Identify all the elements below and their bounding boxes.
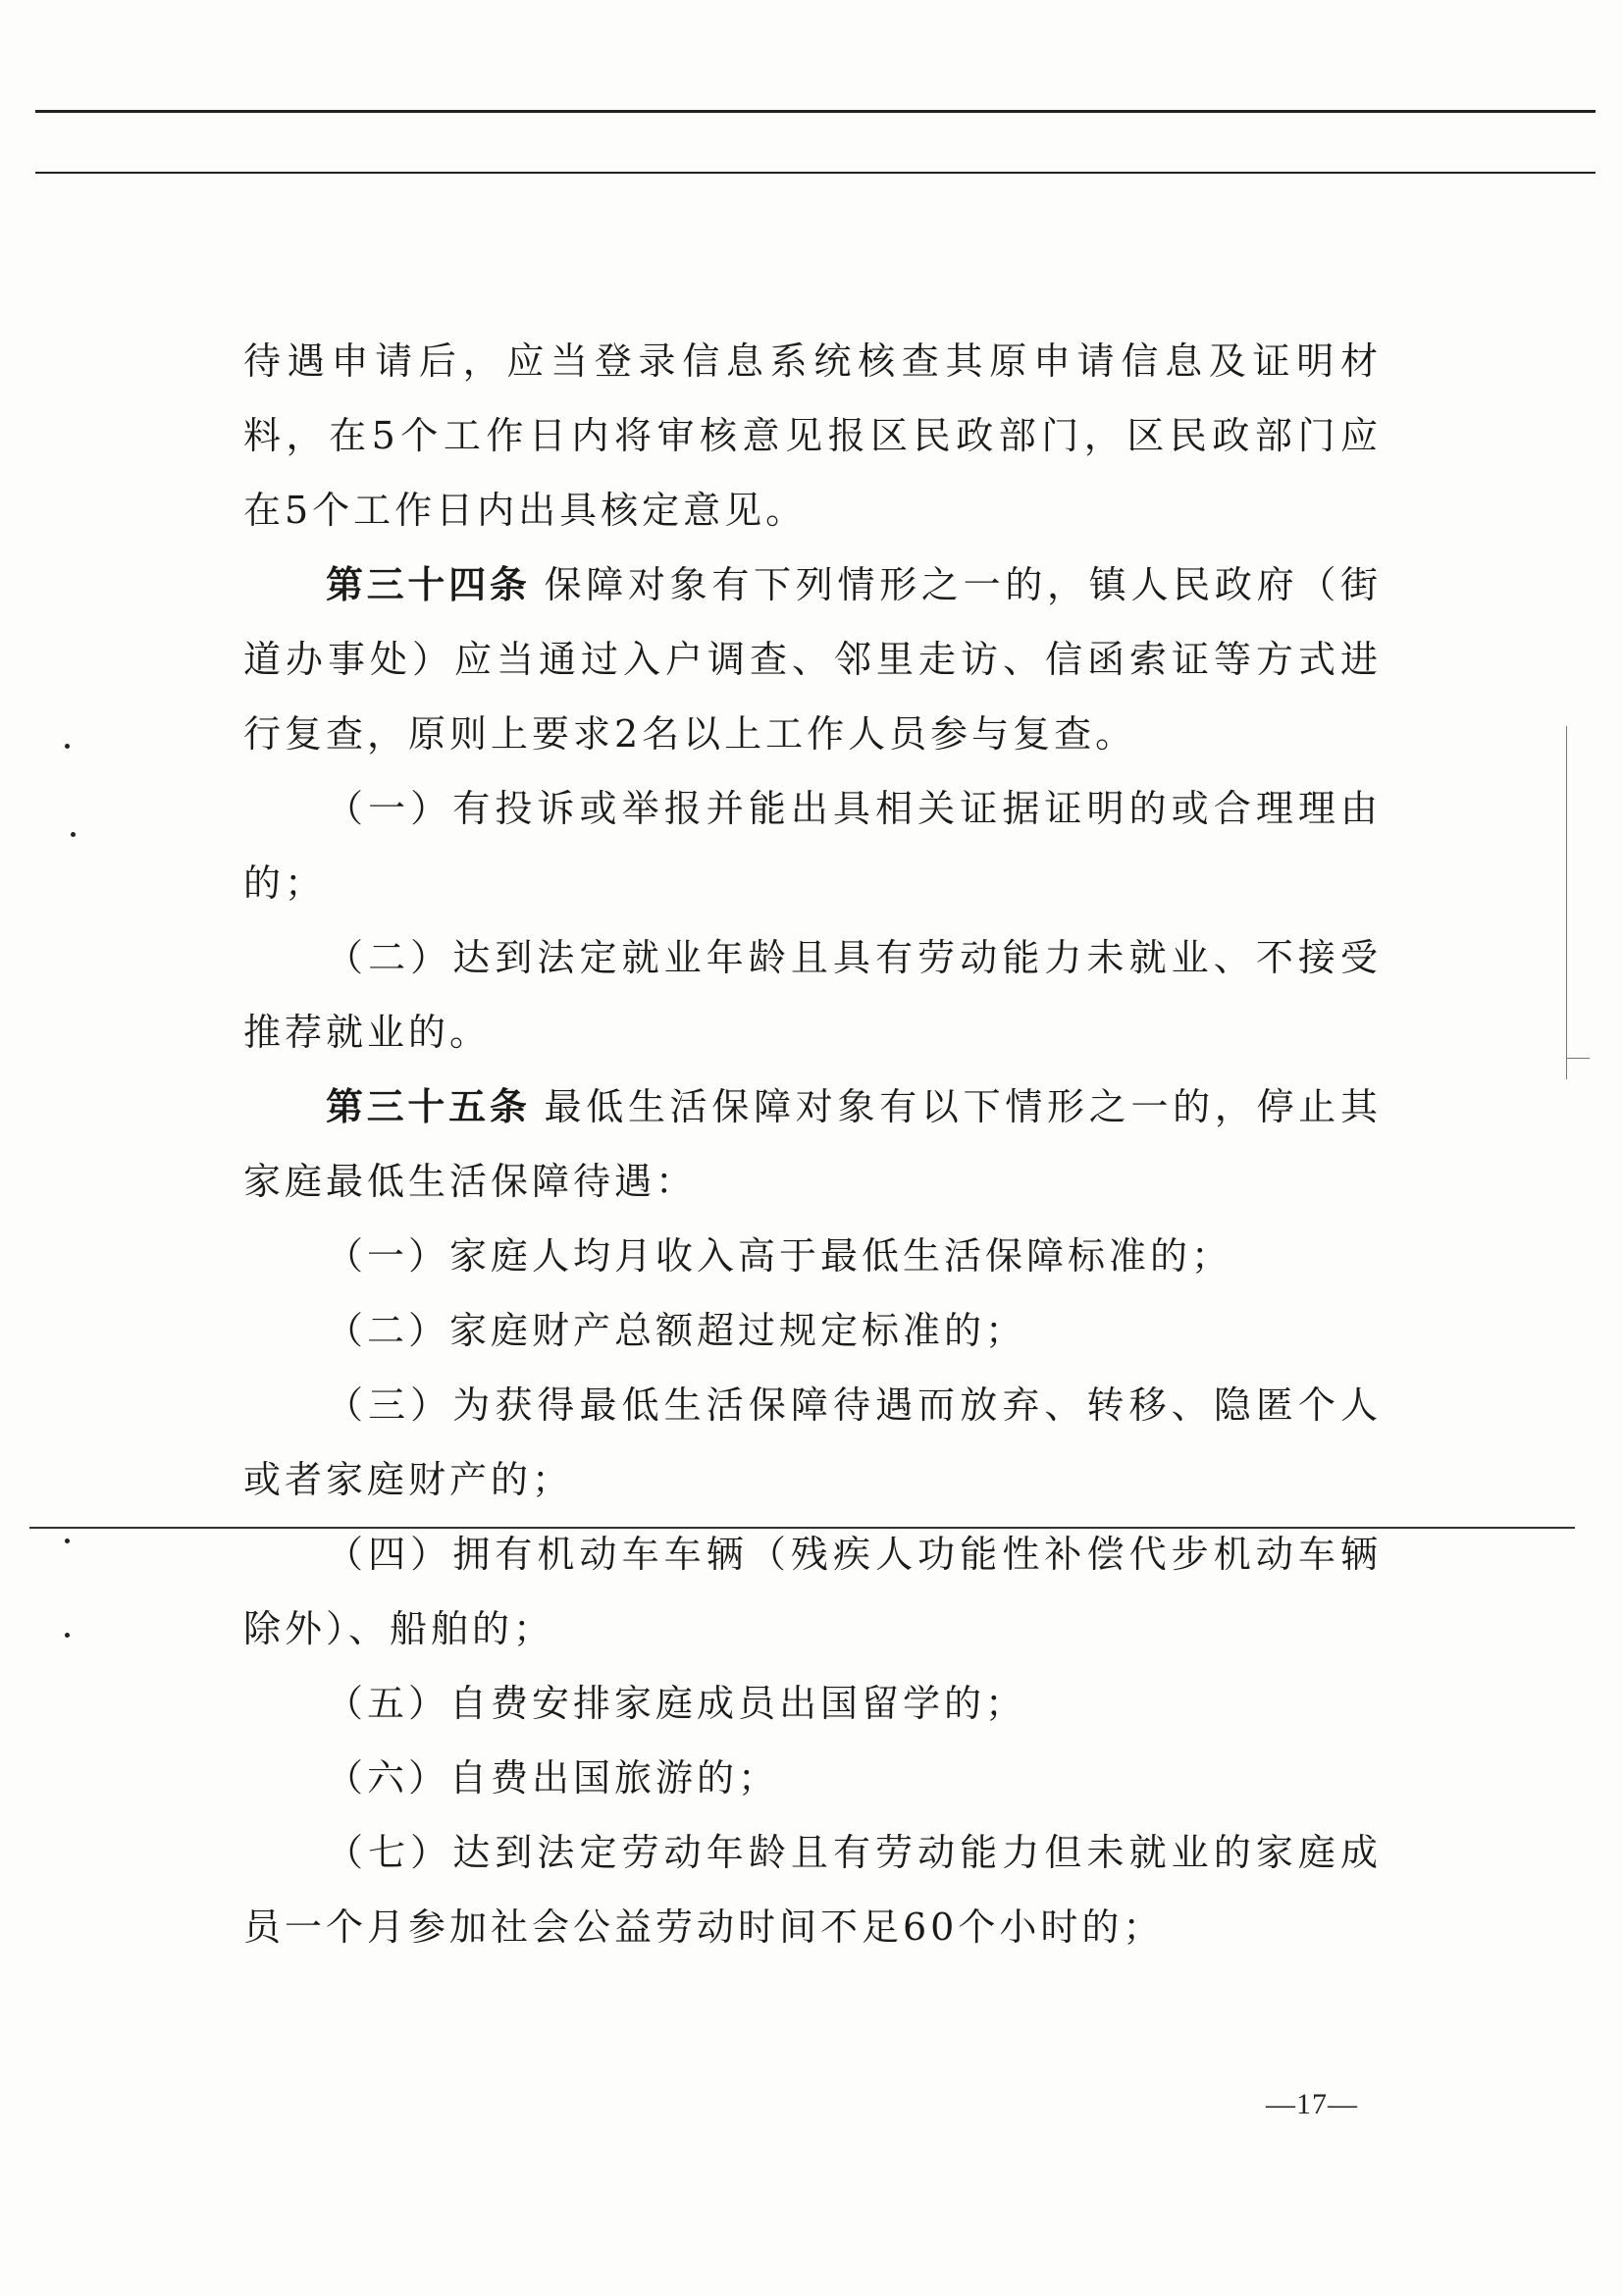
document-body <box>243 324 1382 1964</box>
list-item <box>243 771 1382 920</box>
paragraph-text: 保障对象有下列情形之一的，镇人民政府（街道办事处）应当通过入户调查、邻里走访、信函索证等方式进行复查，原则上要求2名以上工作人员参与复查。 <box>243 563 1382 756</box>
paragraph-text: （六）自费出国旅游的； <box>326 1756 780 1800</box>
scan-speck <box>65 744 70 749</box>
list-item <box>243 1666 1382 1741</box>
paragraph-text: （五）自费安排家庭成员出国留学的； <box>326 1682 1027 1725</box>
paragraph-text: （七）达到法定劳动年龄且有劳动能力但未就业的家庭成员一个月参加社会公益劳动时间不足60个小时的； <box>243 1831 1382 1949</box>
article-34 <box>243 548 1382 771</box>
paragraph-text: 待遇申请后，应当登录信息系统核查其原申请信息及证明材料，在5个工作日内将审核意见报区民政部门，区民政部门应在5个工作日内出具核定意见。 <box>243 339 1382 532</box>
list-item <box>243 1815 1382 1964</box>
paragraph-text: （二）达到法定就业年龄且具有劳动能力未就业、不接受推荐就业的。 <box>243 936 1382 1054</box>
paragraph-text: 最低生活保障对象有以下情形之一的，停止其家庭最低生活保障待遇： <box>243 1085 1382 1203</box>
list-item <box>243 1293 1382 1368</box>
article-heading: 第三十四条 <box>326 563 531 606</box>
scan-speck <box>71 832 76 837</box>
paragraph-text: （三）为获得最低生活保障待遇而放弃、转移、隐匿个人或者家庭财产的； <box>243 1383 1382 1501</box>
scan-speck <box>65 1539 70 1543</box>
paragraph-text: （二）家庭财产总额超过规定标准的； <box>326 1309 1027 1352</box>
scan-line-artifact <box>29 1527 1575 1529</box>
article-heading: 第三十五条 <box>326 1085 531 1128</box>
paragraph-continued <box>243 324 1382 548</box>
list-item <box>243 1517 1382 1666</box>
header-rule-top <box>35 110 1596 113</box>
list-item <box>243 920 1382 1070</box>
list-item <box>243 1219 1382 1293</box>
paragraph-text: （一）家庭人均月收入高于最低生活保障标准的； <box>326 1234 1233 1278</box>
scan-margin-line <box>1566 726 1567 1079</box>
header-rule-bottom <box>35 172 1596 174</box>
scan-speck <box>65 1633 70 1638</box>
list-item <box>243 1741 1382 1815</box>
article-35 <box>243 1070 1382 1219</box>
page-number: —17— <box>1266 2088 1358 2120</box>
scan-margin-tick <box>1566 1058 1590 1059</box>
paragraph-text: （一）有投诉或举报并能出具相关证据证明的或合理理由的； <box>243 787 1382 905</box>
list-item <box>243 1368 1382 1517</box>
paragraph-text: （四）拥有机动车车辆（残疾人功能性补偿代步机动车辆除外）、船舶的； <box>243 1533 1382 1650</box>
